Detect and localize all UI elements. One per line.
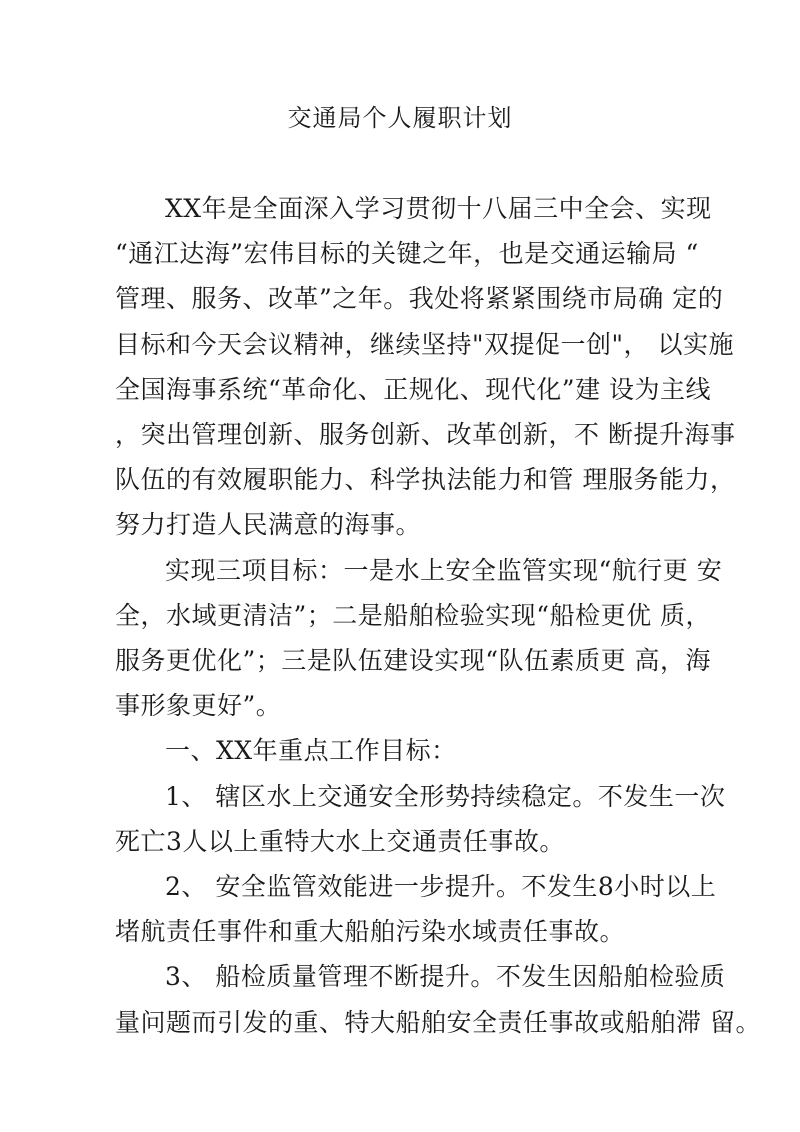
text-line: 管理、服务、改革”之年。我处将紧紧围绕市局确 定的 xyxy=(115,284,724,313)
text-line: 队伍的有效履职能力、科学执法能力和管 理服务能力， xyxy=(115,465,736,494)
text-line: 事形象更好”。 xyxy=(115,691,282,720)
text-line: 2、 安全监管效能进一步提升。不发生8小时以上 xyxy=(165,872,717,901)
text-line: 实现三项目标：一是水上安全监管实现“航行更 安 xyxy=(165,556,723,585)
text-line: 量问题而引发的重、特大船舶安全责任事故或船舶滞 留。 xyxy=(115,1008,761,1037)
text-line: 努力打造人民满意的海事。 xyxy=(115,510,422,539)
section-heading: 一、XX年重点工作目标： xyxy=(165,736,457,765)
text-line: 服务更优化”；三是队伍建设实现“队伍素质更 高，海 xyxy=(115,646,712,675)
text-line: 目标和今天会议精神，继续坚持"双提促一创"， 以实施 xyxy=(115,330,734,359)
text-line: 堵航责任事件和重大船舶污染水域责任事故。 xyxy=(115,917,626,946)
document-title: 交通局个人履职计划 xyxy=(287,104,513,132)
text-line: 1、 辖区水上交通安全形势持续稳定。不发生一次 xyxy=(165,782,726,811)
text-line: 3、 船检质量管理不断提升。不发生因船舶检验质 xyxy=(165,962,726,991)
text-line: “通江达海”宏伟目标的关键之年，也是交通运输局 “ xyxy=(115,239,699,268)
text-line: 全国海事系统“革命化、正规化、现代化”建 设为主线 xyxy=(115,375,712,404)
text-line: 全，水域更清洁”；二是船舶检验实现“船检更优 质， xyxy=(115,601,712,630)
text-line: 死亡3人以上重特大水上交通责任事故。 xyxy=(115,827,565,856)
text-line: XX年是全面深入学习贯彻十八届三中全会、实现 xyxy=(165,194,712,223)
text-line: ，突出管理创新、服务创新、改革创新，不 断提升海事 xyxy=(115,420,736,449)
